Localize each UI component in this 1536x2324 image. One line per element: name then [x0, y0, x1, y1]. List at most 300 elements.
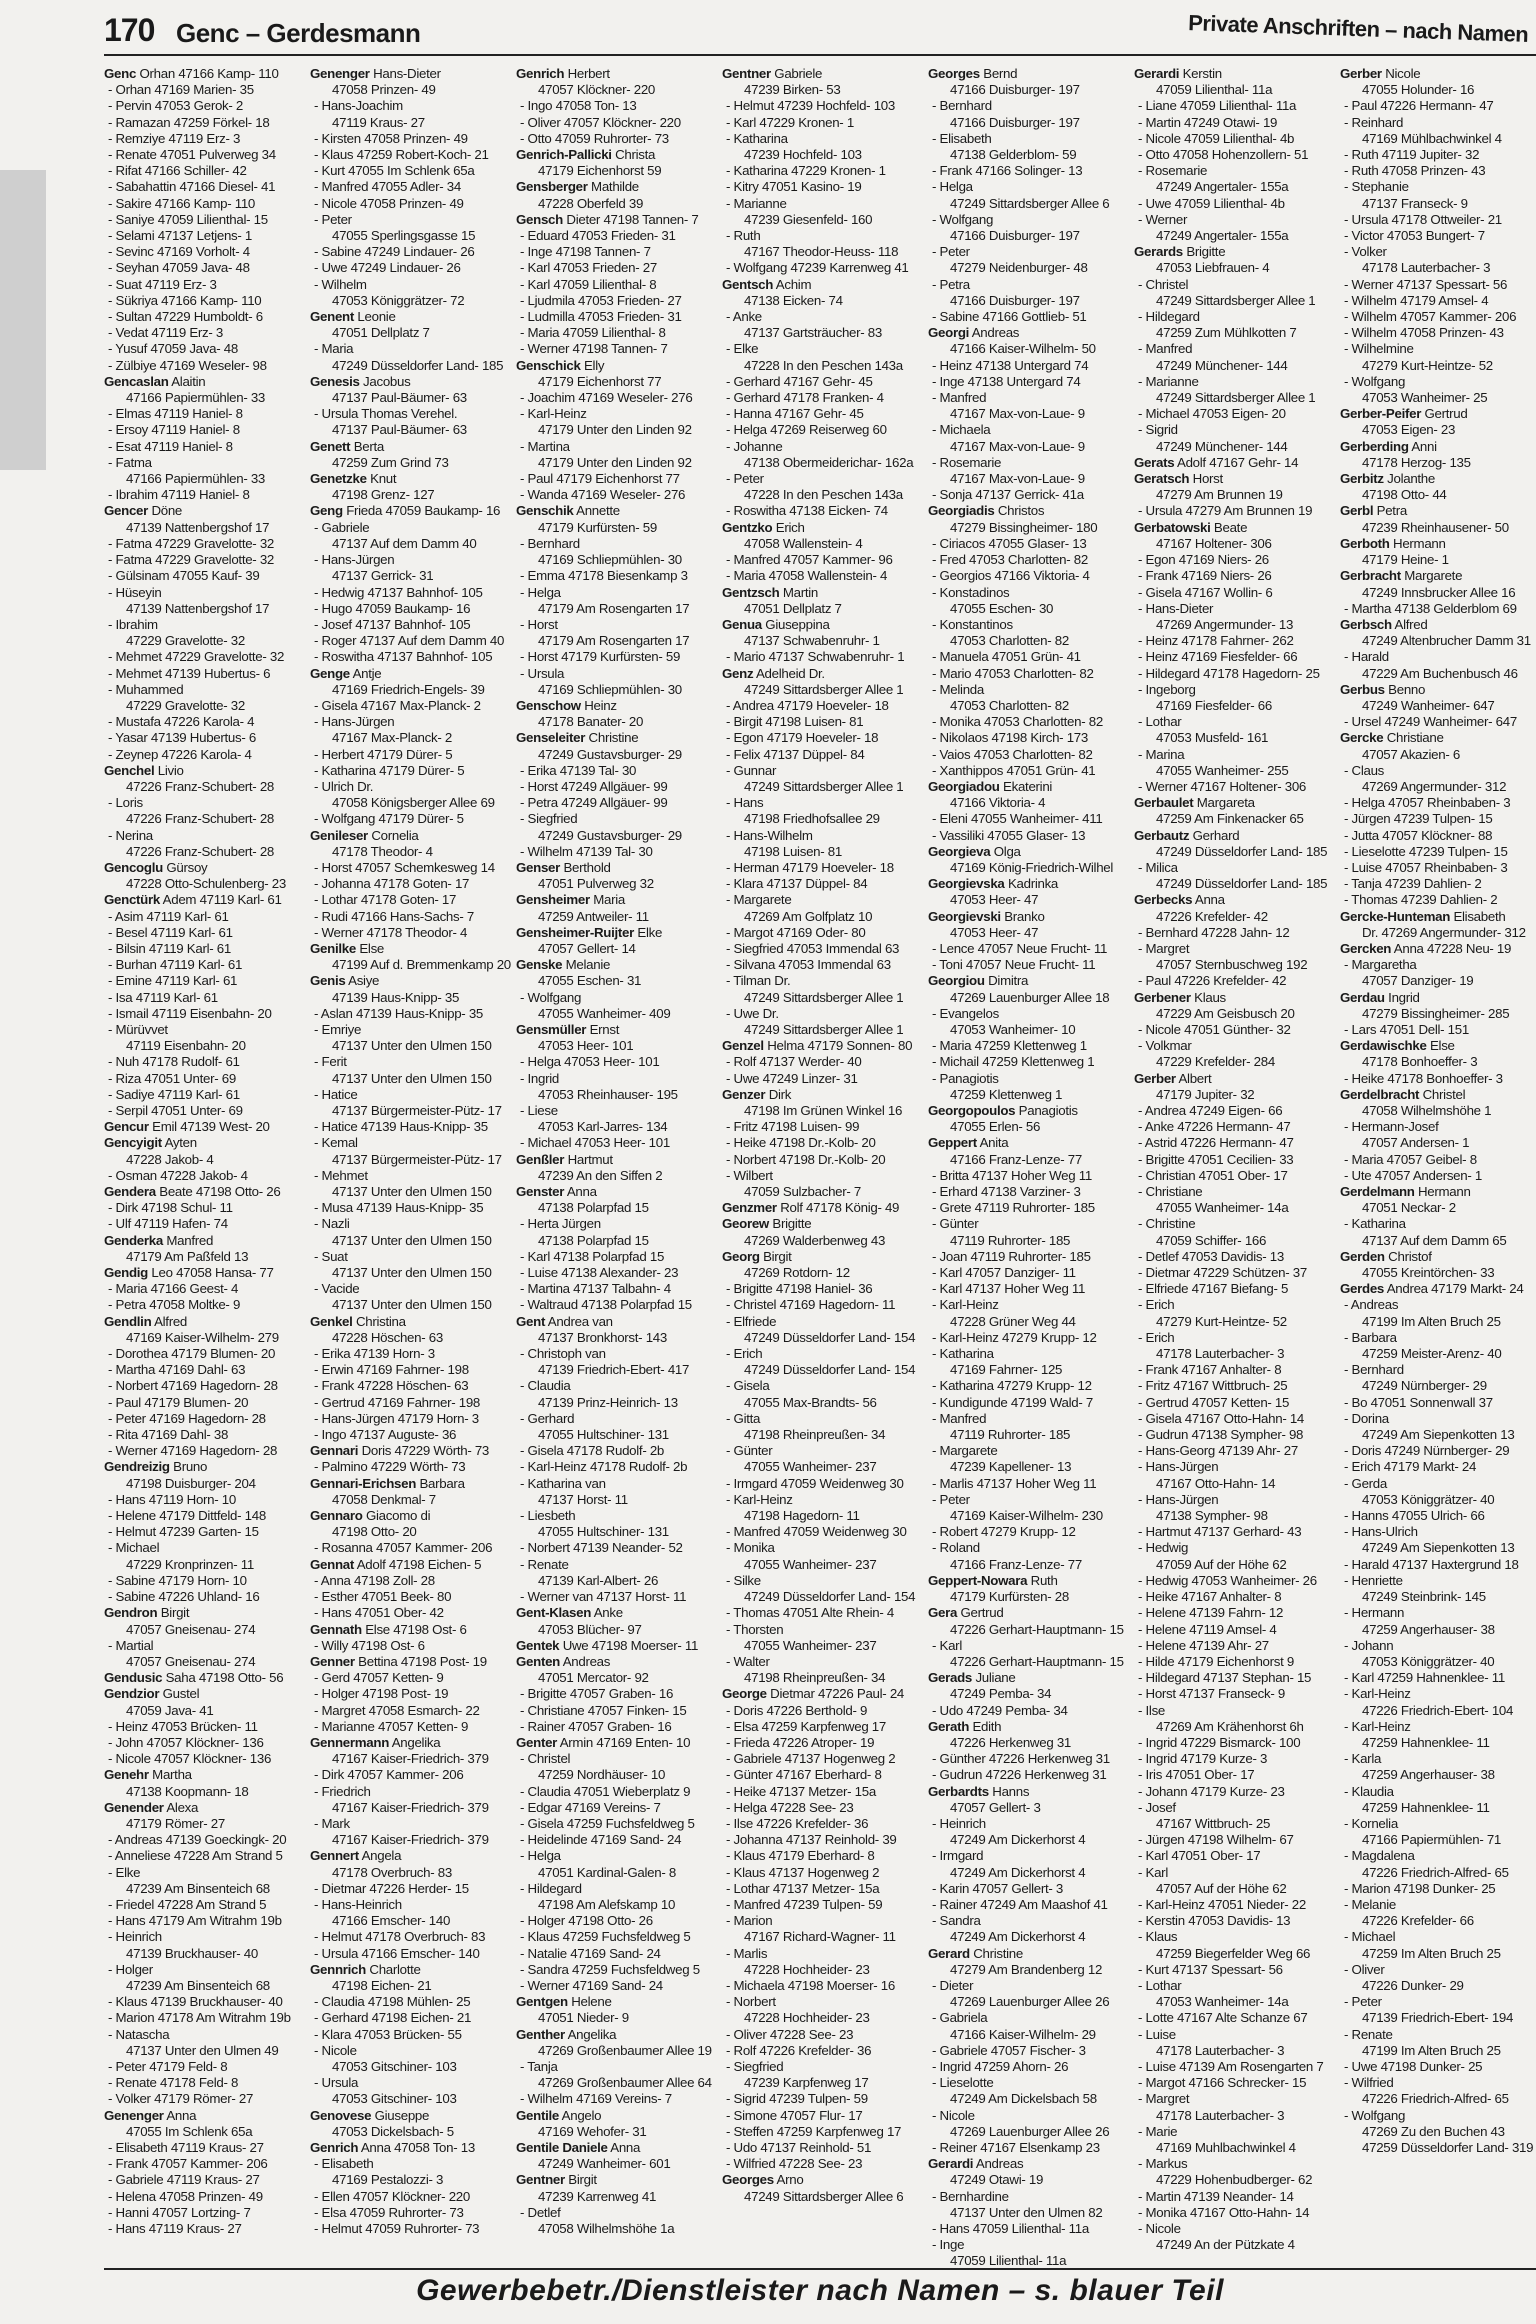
directory-entry — [1134, 828, 1340, 844]
surname: Gerdawischke — [1340, 1038, 1427, 1054]
directory-entry — [310, 1119, 516, 1135]
directory-entry — [310, 66, 516, 82]
directory-entry — [928, 1071, 1134, 1087]
surname: Genzel — [722, 1038, 764, 1054]
directory-column-6 — [1134, 66, 1340, 2253]
entry-text: - Gisela 47167 Wollin- 6 — [1138, 584, 1273, 600]
directory-entry — [1134, 1994, 1340, 2010]
directory-entry — [722, 2140, 928, 2156]
entry-text: - Elfriede — [726, 1313, 777, 1329]
surname: Gercke-Hunteman — [1340, 908, 1451, 924]
directory-entry — [310, 2156, 516, 2172]
directory-entry — [310, 325, 516, 341]
directory-entry — [1134, 147, 1340, 163]
entry-text: 47249 Altenbrucher Damm 31 — [1362, 633, 1531, 649]
directory-entry — [104, 196, 310, 212]
entry-text: Christine — [588, 730, 639, 746]
directory-entry — [1134, 1751, 1340, 1767]
directory-entry — [310, 1492, 516, 1508]
entry-text: Döne — [151, 503, 183, 519]
directory-entry — [104, 406, 310, 422]
entry-text: - Wilhelm 47139 Tal- 30 — [520, 843, 653, 859]
directory-entry — [310, 1994, 516, 2010]
entry-text: - Maria 47166 Geest- 4 — [108, 1281, 239, 1297]
directory-entry — [928, 115, 1134, 131]
entry-text: Anna — [166, 2107, 197, 2123]
directory-entry — [104, 1330, 310, 1346]
directory-entry — [928, 1832, 1134, 1848]
entry-text: 47179 Heine- 1 — [1362, 552, 1449, 568]
entry-text: - Helene 47179 Dittfeld- 148 — [108, 1508, 266, 1524]
entry-text: Christine — [973, 1945, 1023, 1961]
entry-text: 47249 Düsseldorfer Land- 185 — [1156, 843, 1328, 859]
entry-text: 47198 Am Alefskamp 10 — [538, 1896, 676, 1912]
entry-text: 47166 Duisburger- 197 — [950, 292, 1080, 308]
entry-text: - Nicole — [1138, 2221, 1181, 2237]
surname: Gerbl — [1340, 503, 1374, 519]
directory-entry — [722, 1378, 928, 1394]
entry-text: 47226 Gerhart-Hauptmann- 15 — [950, 1653, 1124, 1669]
entry-text: - Hans — [726, 795, 764, 811]
entry-text: - Jutta 47057 Klöckner- 88 — [1344, 827, 1493, 843]
directory-entry — [722, 568, 928, 584]
directory-entry — [928, 2043, 1134, 2059]
directory-entry — [1340, 747, 1536, 763]
directory-entry — [928, 1135, 1134, 1151]
entry-text: 47239 Birken- 53 — [744, 82, 841, 98]
directory-entry — [310, 260, 516, 276]
entry-text: - Helmut 47239 Hochfeld- 103 — [726, 98, 895, 114]
directory-entry — [104, 1508, 310, 1524]
entry-text: - Peter — [932, 1491, 970, 1507]
entry-text: - Martin 47249 Otawi- 19 — [1138, 114, 1278, 130]
directory-entry — [1340, 293, 1536, 309]
entry-text: - Toni 47057 Neue Frucht- 11 — [932, 957, 1096, 973]
entry-text: 47059 Java- 41 — [126, 1702, 214, 1718]
entry-text: 47279 Am Brunnen 19 — [1156, 487, 1283, 503]
entry-text: - Ursel 47249 Wanheimer- 647 — [1344, 714, 1517, 730]
entry-text: 47259 Meister-Arenz- 40 — [1362, 1346, 1502, 1362]
entry-text: 47166 Franz-Lenze- 77 — [950, 1151, 1082, 1167]
entry-text: - Karin 47057 Gellert- 3 — [932, 1880, 1064, 1896]
directory-entry — [722, 1508, 928, 1524]
entry-text: - Ramazan 47259 Förkel- 18 — [108, 114, 270, 130]
directory-entry — [516, 2091, 722, 2107]
directory-entry — [516, 828, 722, 844]
directory-entry — [310, 1557, 516, 1573]
entry-text: - Gabriele 47057 Fischer- 3 — [932, 2042, 1086, 2058]
directory-entry — [310, 860, 516, 876]
surname: Gerbatowski — [1134, 519, 1211, 535]
entry-text: Klaus — [1194, 989, 1226, 1005]
entry-text: - Hanns 47055 Ulrich- 66 — [1344, 1508, 1485, 1524]
entry-text: 47137 Unter den Ulmen 150 — [332, 1265, 492, 1281]
directory-entry — [310, 1200, 516, 1216]
entry-text: - Pervin 47053 Gerok- 2 — [108, 98, 244, 114]
directory-entry — [1134, 2221, 1340, 2237]
directory-entry — [722, 2189, 928, 2205]
directory-entry — [516, 1443, 722, 1459]
directory-entry — [1340, 1265, 1536, 1281]
directory-entry — [928, 568, 1134, 584]
directory-entry — [1134, 2189, 1340, 2205]
directory-entry — [722, 714, 928, 730]
entry-text: 47179 Unter den Linden 92 — [538, 454, 692, 470]
directory-entry — [1340, 1913, 1536, 1929]
directory-entry — [104, 1573, 310, 1589]
directory-entry — [722, 698, 928, 714]
directory-entry — [516, 325, 722, 341]
entry-text: 47279 Kurt-Heintze- 52 — [1156, 1313, 1287, 1329]
directory-entry — [1340, 163, 1536, 179]
entry-text: 47259 Hahnenklee- 11 — [1362, 1734, 1490, 1750]
entry-text: Martin — [782, 584, 819, 600]
entry-text: 47198 Hagedorn- 11 — [744, 1508, 860, 1524]
directory-entry — [104, 131, 310, 147]
entry-text: - Klaus 47139 Bruckhauser- 40 — [108, 1994, 283, 2010]
directory-entry — [722, 811, 928, 827]
entry-text: - Rosemarie — [932, 454, 1002, 470]
entry-text: - Helga 47057 Rheinbaben- 3 — [1344, 795, 1511, 811]
entry-text: - Ursula — [520, 665, 565, 681]
directory-entry — [928, 1395, 1134, 1411]
directory-entry — [104, 1443, 310, 1459]
entry-text: - Wolfgang 47239 Karrenweg 41 — [726, 260, 909, 276]
directory-entry — [928, 2221, 1134, 2237]
directory-entry — [310, 1719, 516, 1735]
directory-entry — [516, 1314, 722, 1330]
entry-text: - Herman 47179 Hoeveler- 18 — [726, 859, 894, 875]
directory-entry — [104, 1168, 310, 1184]
directory-entry — [928, 2237, 1134, 2253]
entry-text: 47055 Eschen- 31 — [538, 973, 642, 989]
directory-entry — [310, 1411, 516, 1427]
entry-text: 47058 Wilhelmshöhe 1a — [538, 2221, 675, 2237]
entry-text: - Melinda — [932, 681, 984, 697]
entry-text: - Margret — [1138, 2091, 1190, 2107]
entry-text: - Petra 47058 Moltke- 9 — [108, 1297, 241, 1313]
directory-entry — [516, 1346, 722, 1362]
entry-text: - Karl 47051 Ober- 17 — [1138, 1848, 1261, 1864]
entry-text: 47199 Im Alten Bruch 25 — [1362, 1313, 1501, 1329]
directory-entry — [1134, 844, 1340, 860]
directory-entry — [928, 1378, 1134, 1394]
entry-text: 47178 Lauterbacher- 3 — [1362, 260, 1491, 276]
entry-text: 47055 Wanheimer- 237 — [744, 1556, 877, 1572]
directory-entry — [1340, 1816, 1536, 1832]
entry-text: Kadrinka — [1007, 876, 1059, 892]
entry-text: - Marion 47198 Dunker- 25 — [1344, 1880, 1496, 1896]
surname: Gerdau — [1340, 989, 1385, 1005]
entry-text: Helene — [571, 1994, 612, 2010]
entry-text: 47055 Kreintörchen- 33 — [1362, 1265, 1495, 1281]
directory-entry — [516, 552, 722, 568]
entry-text: - Lothar — [1138, 1977, 1182, 1993]
entry-text: - Hans-Jürgen — [1138, 1491, 1219, 1507]
entry-text: 47139 Karl-Albert- 26 — [538, 1572, 659, 1588]
entry-text: - Manfred 47059 Weidenweg 30 — [726, 1524, 907, 1540]
directory-entry — [1340, 390, 1536, 406]
entry-text: 47055 Erlen- 56 — [950, 1119, 1041, 1135]
directory-entry — [722, 1152, 928, 1168]
directory-entry — [1134, 98, 1340, 114]
surname: Gercken — [1340, 940, 1392, 956]
entry-text: - Joan 47119 Ruhrorter- 185 — [932, 1248, 1091, 1264]
directory-entry — [1340, 1865, 1536, 1881]
directory-entry — [516, 1330, 722, 1346]
entry-text: - Michail 47259 Klettenweg 1 — [932, 1054, 1095, 1070]
surname: Georges — [722, 2172, 774, 2188]
entry-text: - Dorothea 47179 Blumen- 20 — [108, 1346, 276, 1362]
entry-text: 47139 Bruckhauser- 40 — [126, 1945, 258, 1961]
directory-entry — [722, 925, 928, 941]
entry-text: 47228 Oberfeld 39 — [538, 195, 644, 211]
directory-entry — [722, 1816, 928, 1832]
directory-entry — [516, 1249, 722, 1265]
entry-text: - Isa 47119 Karl- 61 — [108, 989, 218, 1005]
entry-text: 47228 Höschen- 63 — [332, 1329, 443, 1345]
directory-entry — [1340, 374, 1536, 390]
directory-entry — [722, 471, 928, 487]
surname: Geratsch — [1134, 471, 1190, 487]
surname: Gerbsch — [1340, 616, 1392, 632]
entry-text: 47058 Königsberger Allee 69 — [332, 795, 495, 811]
directory-entry — [1134, 2140, 1340, 2156]
directory-entry — [516, 1071, 722, 1087]
entry-text: - Ingrid — [520, 1070, 559, 1086]
entry-text: 47249 Münchener- 144 — [1156, 438, 1288, 454]
directory-entry — [928, 1476, 1134, 1492]
entry-text: 47119 Ruhrorter- 185 — [950, 1232, 1071, 1248]
entry-text: - Volker — [1344, 244, 1387, 260]
directory-entry — [722, 1006, 928, 1022]
entry-text: Olga — [993, 843, 1021, 859]
directory-entry — [516, 1184, 722, 1200]
directory-entry — [516, 1557, 722, 1573]
directory-entry — [516, 1622, 722, 1638]
directory-entry — [516, 536, 722, 552]
entry-text: Beate 47198 Otto- 26 — [159, 1184, 281, 1200]
entry-text: Anke — [593, 1605, 623, 1621]
directory-entry — [928, 2189, 1134, 2205]
directory-entry — [516, 131, 722, 147]
entry-text: 47166 Franz-Lenze- 77 — [950, 1556, 1082, 1572]
directory-entry — [1340, 1492, 1536, 1508]
directory-entry — [310, 1006, 516, 1022]
surname: Genser — [516, 859, 561, 875]
directory-entry — [928, 1054, 1134, 1070]
directory-entry — [1340, 131, 1536, 147]
entry-text: Giuseppina — [765, 616, 830, 632]
directory-entry — [516, 1281, 722, 1297]
entry-text: - Lence 47057 Neue Frucht- 11 — [932, 940, 1108, 956]
directory-entry — [1340, 212, 1536, 228]
entry-text: - Manfred 47239 Tulpen- 59 — [726, 1896, 883, 1912]
entry-text: - Manfred 47057 Kammer- 96 — [726, 552, 893, 568]
directory-entry — [1340, 1184, 1536, 1200]
directory-entry — [310, 892, 516, 908]
entry-text: - Andreas — [1344, 1297, 1399, 1313]
entry-text: 47167 Holtener- 306 — [1156, 535, 1272, 551]
directory-entry — [310, 747, 516, 763]
entry-text: 47137 Gartsträucher- 83 — [744, 325, 882, 341]
directory-entry — [104, 309, 310, 325]
directory-entry — [1134, 990, 1340, 1006]
directory-entry — [722, 1638, 928, 1654]
directory-entry — [1134, 1913, 1340, 1929]
entry-text: - Wilhelm 47057 Kammer- 206 — [1344, 309, 1517, 325]
entry-text: - Mark — [314, 1815, 350, 1831]
entry-text: - Luise 47057 Rheinbaben- 3 — [1344, 859, 1508, 875]
directory-entry — [1134, 1686, 1340, 1702]
directory-entry — [516, 2189, 722, 2205]
surname: Genent — [310, 309, 355, 325]
entry-text: Gertrud — [1424, 406, 1468, 422]
surname: Georgiadis — [928, 503, 995, 519]
entry-text: - Waltraud 47138 Polarpfad 15 — [520, 1297, 692, 1313]
entry-text: - Oliver — [1344, 1961, 1385, 1977]
entry-text: - Frieda 47226 Atroper- 19 — [726, 1734, 875, 1750]
directory-entry — [1134, 1233, 1340, 1249]
directory-entry — [928, 552, 1134, 568]
entry-text: - Peter 47169 Hagedorn- 28 — [108, 1410, 266, 1426]
entry-text: - Erich 47179 Markt- 24 — [1344, 1459, 1477, 1475]
entry-text: - Karl-Heinz — [726, 1491, 793, 1507]
entry-text: - Holger 47198 Post- 19 — [314, 1686, 449, 1702]
directory-entry — [1134, 1865, 1340, 1881]
surname: Georgopoulos — [928, 1103, 1016, 1118]
entry-text: 47055 Hultschiner- 131 — [538, 1427, 669, 1443]
directory-entry — [1134, 2091, 1340, 2107]
directory-entry — [310, 1751, 516, 1767]
directory-entry — [310, 471, 516, 487]
directory-entry — [928, 1654, 1134, 1670]
entry-text: 47239 Karpfenweg 17 — [744, 2075, 869, 2091]
directory-entry — [104, 277, 310, 293]
entry-text: - Petra 47249 Allgäuer- 99 — [520, 795, 668, 811]
directory-entry — [104, 1638, 310, 1654]
entry-text: 47058 Wilhelmshöhe 1 — [1362, 1103, 1492, 1118]
entry-text: - Marina — [1138, 746, 1185, 762]
directory-entry — [928, 1686, 1134, 1702]
entry-text: - Heinz 47169 Fiesfelder- 66 — [1138, 649, 1298, 665]
entry-text: - Kurt 47055 Im Schlenk 65a — [314, 163, 475, 179]
entry-text: - Karl 47057 Danziger- 11 — [932, 1265, 1076, 1281]
entry-text: 47198 Rheinpreußen- 34 — [744, 1427, 886, 1443]
entry-text: Andrea van — [547, 1313, 613, 1329]
entry-text: 47249 Innsbrucker Allee 16 — [1362, 584, 1516, 600]
directory-entry — [1134, 277, 1340, 293]
surname: Geppert — [928, 1135, 977, 1151]
entry-text: - Bernhard — [1344, 1362, 1404, 1378]
entry-text: - Friedel 47228 Am Strand 5 — [108, 1896, 267, 1912]
surname: Genz — [722, 665, 754, 681]
directory-entry — [310, 2043, 516, 2059]
entry-text: - Hans-Heinrich — [314, 1896, 402, 1912]
entry-text: - Rita 47169 Dahl- 38 — [108, 1427, 229, 1443]
directory-entry — [516, 2075, 722, 2091]
directory-entry — [1134, 1427, 1340, 1443]
entry-text: - Monika — [726, 1540, 775, 1556]
entry-text: - Rosanna 47057 Kammer- 206 — [314, 1540, 493, 1556]
directory-entry — [310, 714, 516, 730]
entry-text: - Petra — [932, 276, 970, 292]
entry-text: - Lieselotte 47239 Tulpen- 15 — [1344, 843, 1508, 859]
directory-entry — [310, 1686, 516, 1702]
directory-entry — [1134, 633, 1340, 649]
entry-text: - Helene 47119 Amsel- 4 — [1138, 1621, 1277, 1637]
directory-entry — [516, 1978, 722, 1994]
surname: Georgievski — [928, 908, 1001, 924]
entry-text: 47249 Am Dickerhorst 4 — [950, 1864, 1086, 1880]
directory-entry — [1134, 973, 1340, 989]
directory-entry — [722, 536, 928, 552]
entry-text: - Paul 47179 Eichenhorst 77 — [520, 471, 680, 487]
entry-text: - Ibrahim 47119 Haniel- 8 — [108, 487, 250, 503]
entry-text: - Marion — [726, 1913, 773, 1929]
directory-entry — [516, 2124, 722, 2140]
directory-entry — [310, 520, 516, 536]
directory-entry — [310, 1038, 516, 1054]
directory-entry — [1340, 1994, 1536, 2010]
directory-entry — [722, 1103, 928, 1119]
entry-text: 47228 Grüner Weg 44 — [950, 1313, 1076, 1329]
directory-entry — [1134, 714, 1340, 730]
directory-entry — [104, 1962, 310, 1978]
entry-text: Gerhard — [1192, 827, 1240, 843]
entry-text: 47169 König-Friedrich-Wilhel — [950, 859, 1114, 875]
directory-entry — [1340, 439, 1536, 455]
directory-entry — [1340, 1119, 1536, 1135]
directory-entry — [722, 552, 928, 568]
directory-entry — [310, 633, 516, 649]
directory-entry — [928, 1751, 1134, 1767]
directory-entry — [928, 1865, 1134, 1881]
entry-text: - Marie — [1138, 2123, 1178, 2139]
entry-text: - Günther 47226 Herkenweg 31 — [932, 1751, 1110, 1767]
directory-entry — [722, 1929, 928, 1945]
entry-text: 47259 Am Finkenacker 65 — [1156, 811, 1304, 827]
entry-text: 47055 Wanheimer- 409 — [538, 1005, 671, 1021]
directory-entry — [928, 455, 1134, 471]
entry-text: 47228 Otto-Schulenberg- 23 — [126, 876, 287, 892]
entry-text: - Serpil 47051 Unter- 69 — [108, 1103, 243, 1118]
entry-text: - Margot 47169 Oder- 80 — [726, 924, 866, 940]
entry-text: - Nicole 47059 Lilienthal- 4b — [1138, 130, 1295, 146]
surname: Gerdelbracht — [1340, 1086, 1420, 1102]
directory-entry — [516, 2156, 722, 2172]
entry-text: Saha 47198 Otto- 56 — [165, 1670, 284, 1686]
directory-entry — [516, 747, 722, 763]
directory-entry — [1134, 795, 1340, 811]
entry-text: Herbert — [567, 66, 610, 81]
entry-text: 47119 Eisenbahn- 20 — [126, 1038, 246, 1054]
entry-text: Panagiotis — [1018, 1103, 1078, 1118]
entry-text: - Lothar 47137 Metzer- 15a — [726, 1880, 880, 1896]
entry-text: - Ferit — [314, 1054, 347, 1070]
directory-entry — [516, 1670, 722, 1686]
directory-entry — [1134, 503, 1340, 519]
entry-text: - Wolfgang — [520, 989, 582, 1005]
entry-text: - Ursula Thomas Verehel. — [314, 406, 458, 422]
surname: Gennari — [310, 1443, 359, 1459]
entry-text: Else — [1429, 1038, 1455, 1054]
entry-text: 47249 Angertaler- 155a — [1156, 228, 1289, 244]
directory-entry — [104, 714, 310, 730]
entry-text: - Heinrich — [108, 1929, 162, 1945]
entry-text: 47178 Theodor- 4 — [332, 843, 433, 859]
entry-text: Gürsoy — [166, 859, 208, 875]
